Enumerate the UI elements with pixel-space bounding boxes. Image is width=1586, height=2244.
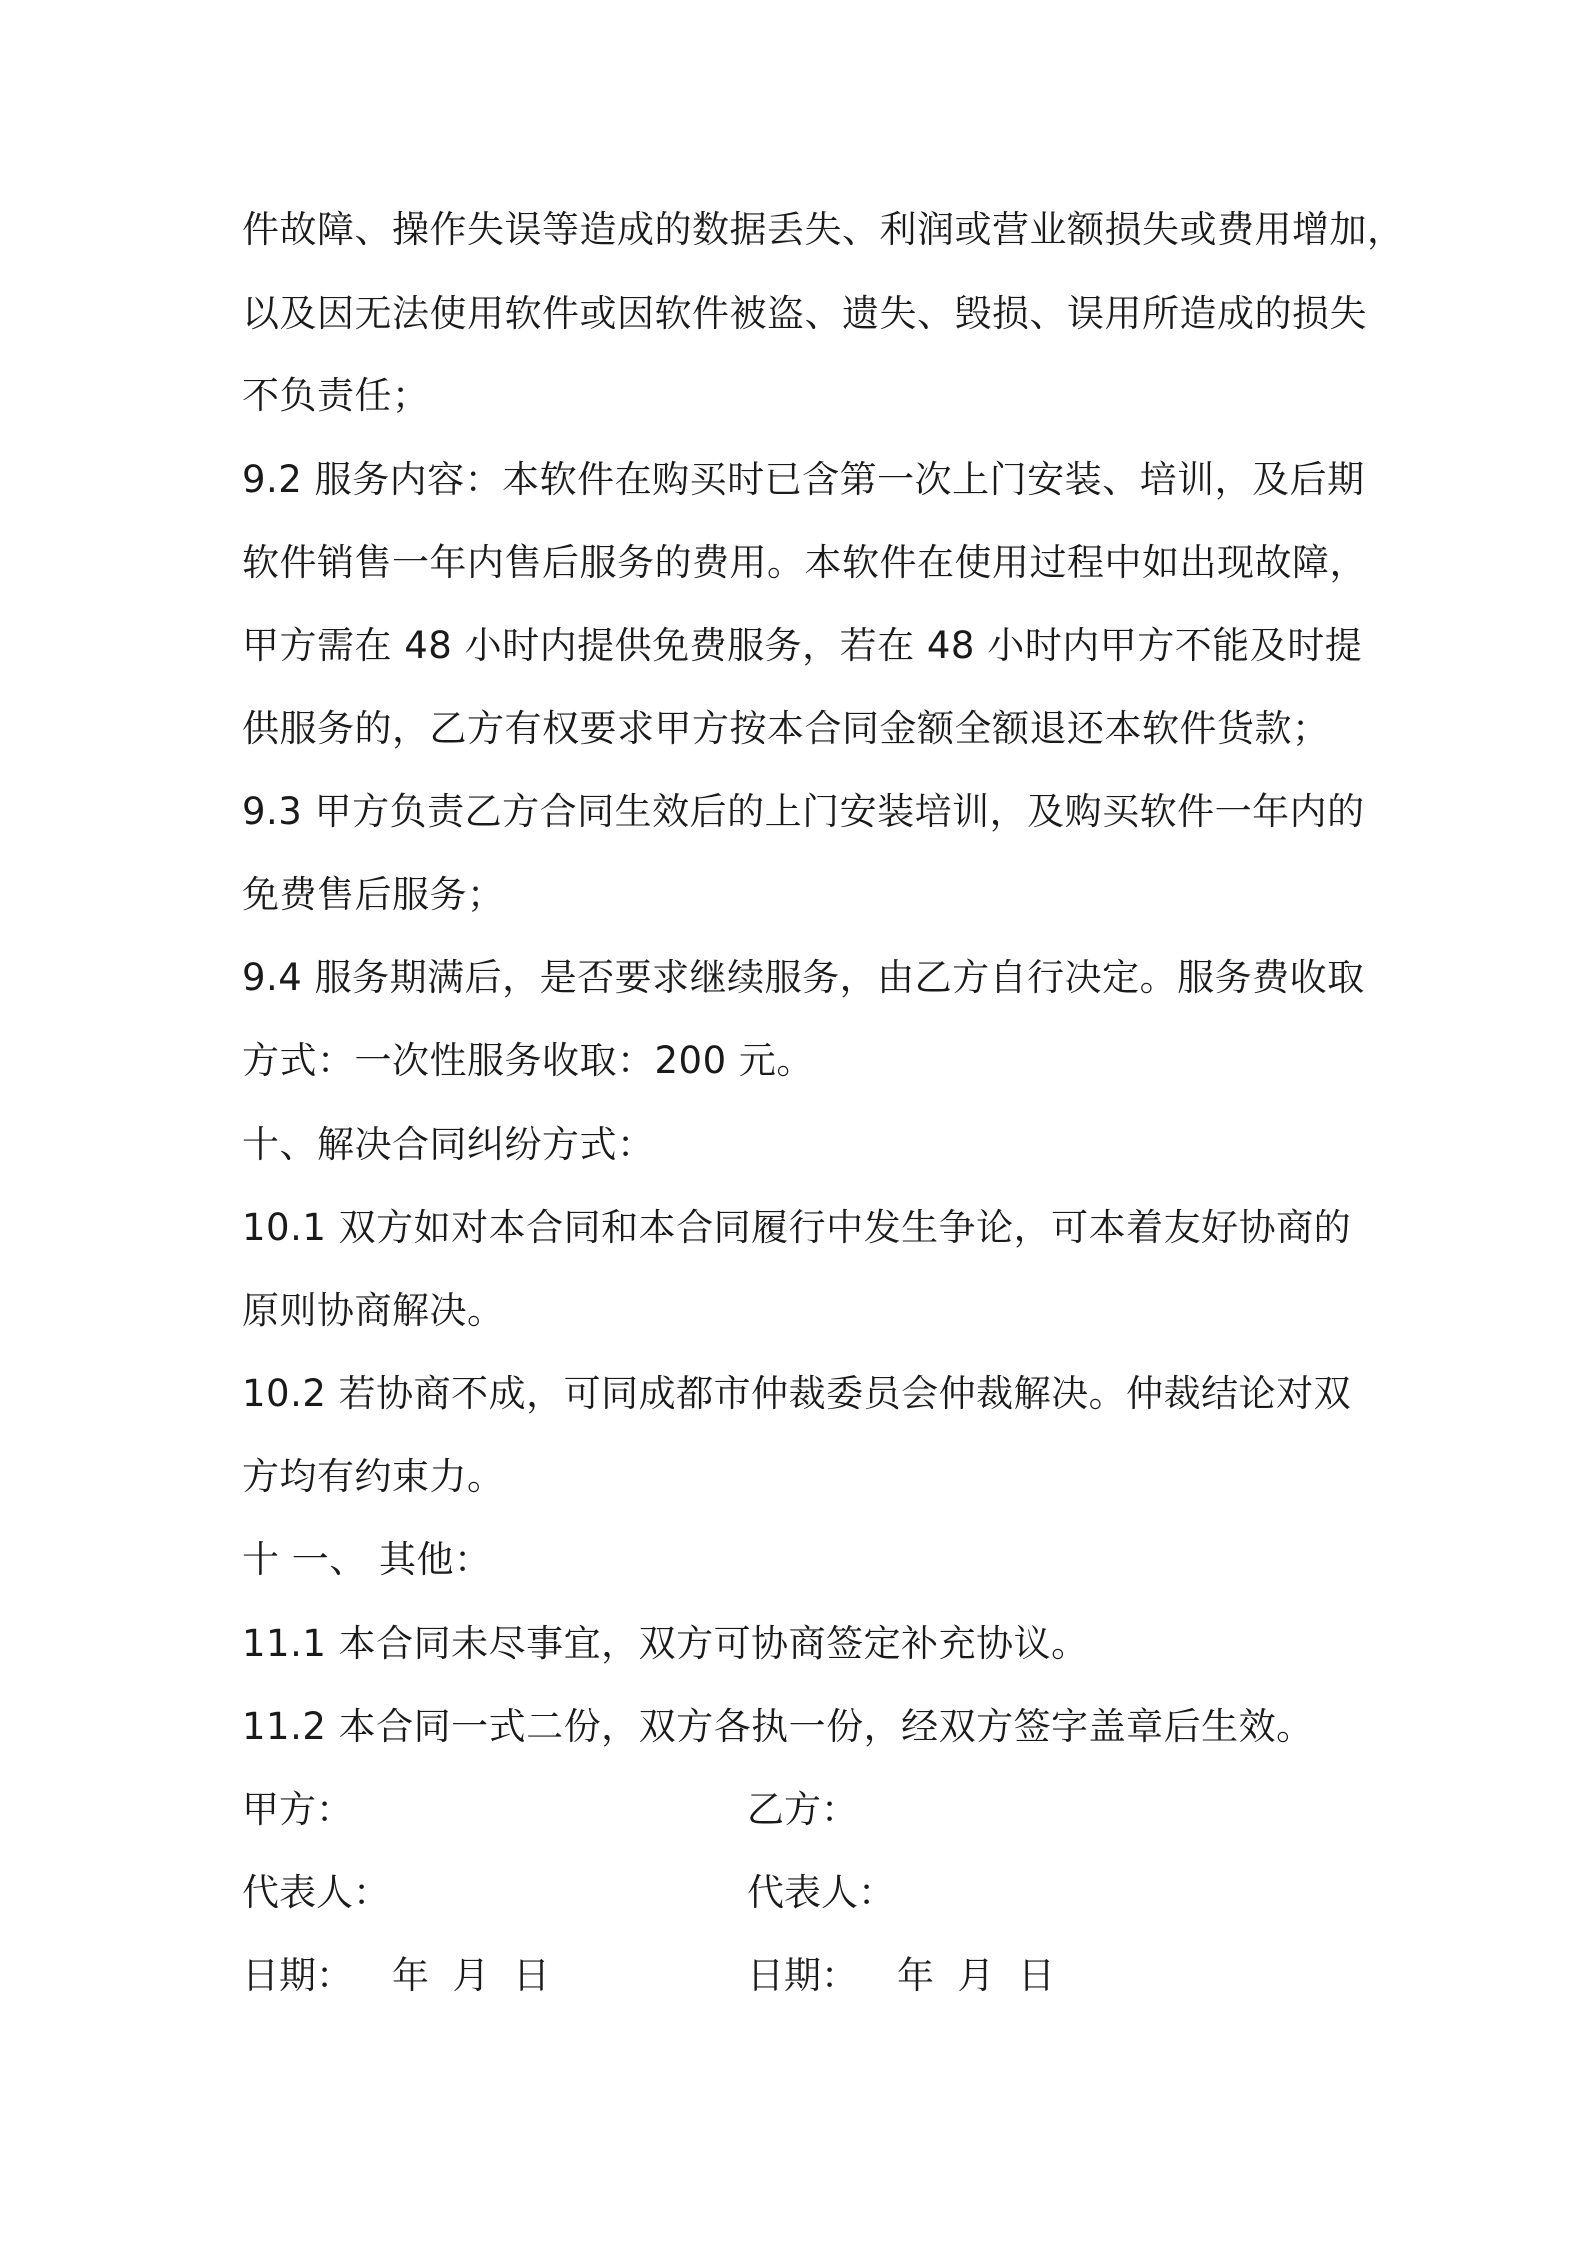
representative-b-label: 代表人： xyxy=(747,1871,895,1914)
date-a-label: 日期： xyxy=(242,1954,353,1997)
section-11-heading: 十 一、 其他： xyxy=(242,1538,492,1581)
date-b-fields: 年 月 日 xyxy=(897,1954,1056,1997)
clause-9-2-line-2: 软件销售一年内售后服务的费用。本软件在使用过程中如出现故障， xyxy=(242,541,1367,584)
clause-10-2-line-2: 方均有约束力。 xyxy=(242,1455,505,1498)
body-line-2: 以及因无法使用软件或因软件被盗、遗失、毁损、误用所造成的损失 xyxy=(242,292,1367,335)
clause-9-4-line-1: 9.4 服务期满后，是否要求继续服务，由乙方自行决定。服务费收取 xyxy=(242,956,1365,999)
representative-a-label: 代表人： xyxy=(242,1871,390,1914)
clause-10-2-line-1: 10.2 若协商不成，可同成都市仲裁委员会仲裁解决。仲裁结论对双 xyxy=(242,1372,1352,1415)
clause-9-4-line-2: 方式：一次性服务收取：200 元。 xyxy=(242,1039,814,1082)
date-b-label: 日期： xyxy=(747,1954,858,1997)
clause-9-2-line-4: 供服务的，乙方有权要求甲方按本合同金额全额退还本软件货款； xyxy=(242,707,1330,750)
clause-10-1-line-1: 10.1 双方如对本合同和本合同履行中发生争论，可本着友好协商的 xyxy=(242,1206,1352,1249)
clause-9-3-line-2: 免费售后服务； xyxy=(242,873,505,916)
body-line-3: 不负责任； xyxy=(242,374,430,417)
clause-11-1: 11.1 本合同未尽事宜，双方可协商签定补充协议。 xyxy=(242,1622,1089,1665)
body-line-1: 件故障、操作失误等造成的数据丢失、利润或营业额损失或费用增加， xyxy=(242,208,1405,251)
clause-11-2: 11.2 本合同一式二份，双方各执一份，经双方签字盖章后生效。 xyxy=(242,1705,1314,1748)
clause-9-2-line-1: 9.2 服务内容：本软件在购买时已含第一次上门安装、培训，及后期 xyxy=(242,458,1365,501)
party-a-label: 甲方： xyxy=(242,1788,353,1831)
clause-10-1-line-2: 原则协商解决。 xyxy=(242,1289,505,1332)
clause-9-2-line-3: 甲方需在 48 小时内提供免费服务，若在 48 小时内甲方不能及时提 xyxy=(242,624,1363,667)
date-a-fields: 年 月 日 xyxy=(392,1954,551,1997)
section-10-heading: 十、解决合同纠纷方式： xyxy=(242,1123,655,1166)
party-b-label: 乙方： xyxy=(747,1788,858,1831)
clause-9-3-line-1: 9.3 甲方负责乙方合同生效后的上门安装培训，及购买软件一年内的 xyxy=(242,790,1365,833)
